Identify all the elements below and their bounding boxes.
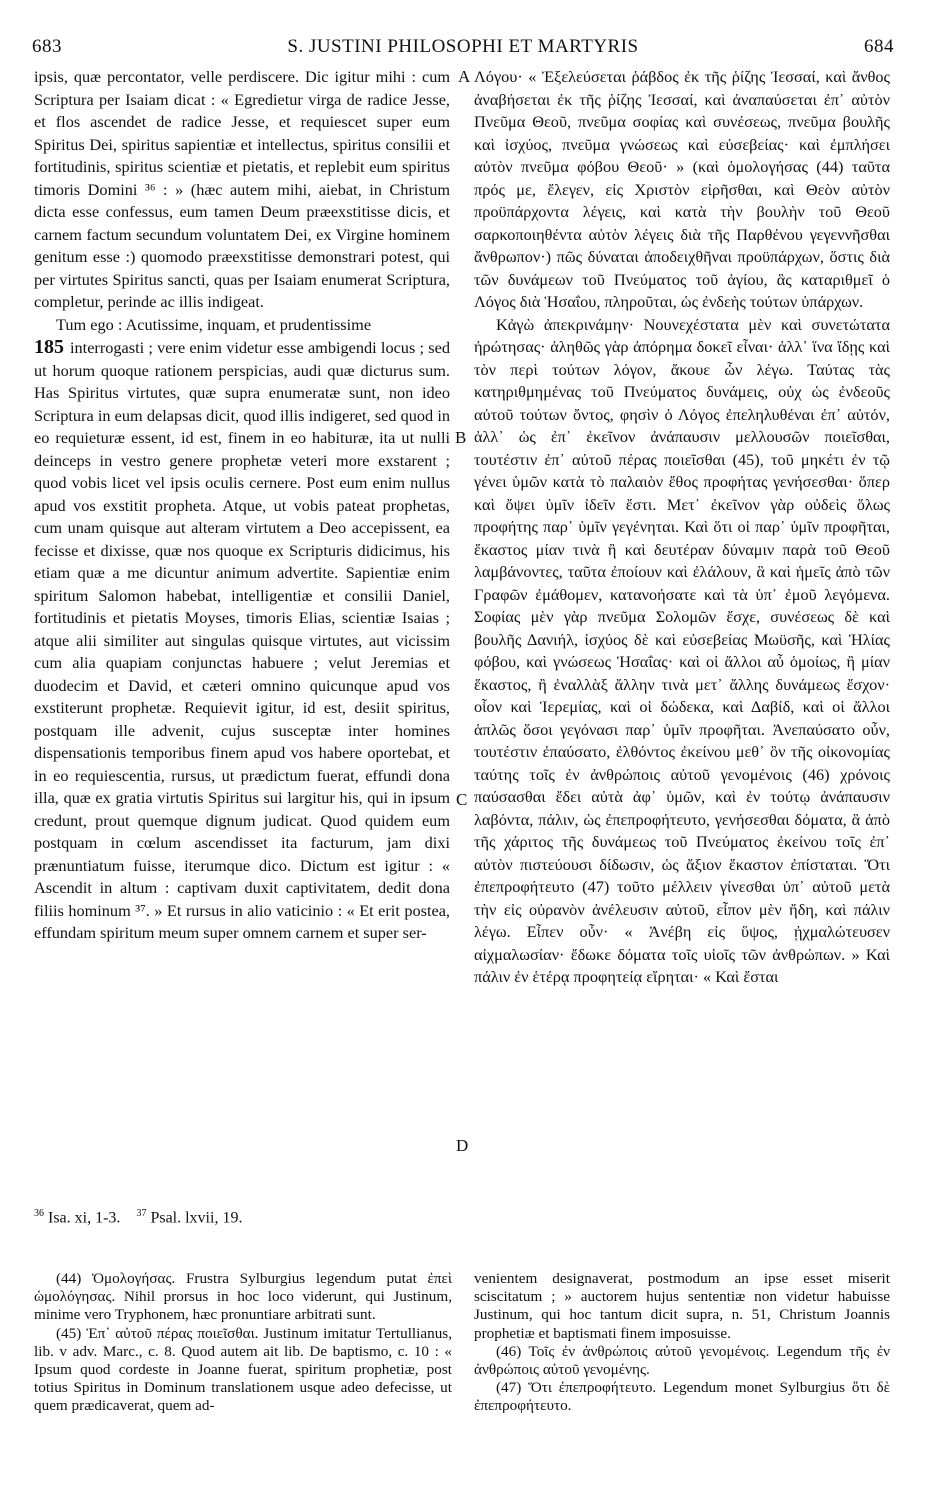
ref-37-text: Psal. lxvii, 19. bbox=[150, 1209, 243, 1227]
greek-paragraph-2: Κἀγὼ ἀπεκρινάμην· Νουνεχέστατα μὲν καὶ συνετώτατα ἠρώτησας· ἀληθῶς γὰρ ἀπόρημα δοκεῖ εἶναι· ἀλλ᾽ ἵνα ἴδῃς καὶ τὸν περὶ τούτων λόγον, ἄκουε ὧν λέγω. Ταύτας τὰς κατηριθμημένας τοῦ Πνεύματος δυνάμεις, οὐχ ὡς ἐνδεοῦς αὐτοῦ τούτων ὄντος, φησὶν ὁ Λόγος ἐπεληλυθέναι ἐπ᾽ αὐτόν, ἀλλ᾽ ὡς ἐπ᾽ ἐκεῖνον ἀνάπαυσιν μελλουσῶν ποιεῖσθαι, τουτέστιν ἐπ᾽ αὐτοῦ πέρας ποιεῖσθαι (45), τοῦ μηκέτι ἐν τῷ γένει ὑμῶν κατὰ τὸ παλαιὸν ἔθος προφήτας γενήσεσθαι· ὅπερ καὶ ὄψει ὑμῖν ἰδεῖν ἔστι. Μετ᾽ ἐκεῖνον γὰρ οὐδεὶς ὅλως προφήτης παρ᾽ ὑμῖν γεγένηται. Καὶ ὅτι οἱ παρ᾽ ὑμῖν προφῆται, ἕκαστος μίαν τινὰ ἢ καὶ δευτέραν δύναμιν παρὰ τοῦ Θεοῦ λαμβάνοντες, ταῦτα ἐποίουν καὶ ἐλάλουν, ἃ καὶ ἡμεῖς ἀπὸ τῶν Γραφῶν ἐμάθομεν, κατανοήσατε καὶ τὰ ὑπ᾽ ἐμοῦ λεγόμενα. Σοφίας μὲν γὰρ πνεῦμα Σολομῶν ἔσχε, συνέσεως δὲ καὶ βουλῆς Δανιήλ, ἰσχύος δὲ καὶ εὐσεβείας Μωϋσῆς, καὶ Ἠλίας φόβου, καὶ γνώσεως Ἡσαΐας· καὶ οἱ ἄλλοι αὖ ὁμοίως, ἢ μίαν ἕκαστος, ἢ ἐναλλὰξ ἄλλην τινὰ μετ᾽ ἄλλης δυνάμεως ἔσχον· οἷον καὶ Ἱερεμίας, καὶ οἱ δώδεκα, καὶ Δαβίδ, καὶ οἱ ἄλλοι ἁπλῶς ὅσοι γεγόνασι παρ᾽ ὑμῖν προφῆται. Ἀνεπαύσατο οὖν, τουτέστιν ἐπαύσατο, ἐλθόντος ἐκείνου μεθ᾽ ὃν τῆς οἰκονομίας ταύτης τοῖς ἐν ἀνθρώποις αὐτοῦ γενομένοις (46) χρόνοις παύσασθαι ἔδει αὐτὰ ἀφ᾽ ὑμῶν, καὶ ἐν τούτῳ ἀνάπαυσιν λαβόντα, πάλιν, ὡς ἐπεπροφήτευτο, γενήσεσθαι δόματα, ἃ ἀπὸ τῆς χάριτος τῆς δυνάμεως τοῦ Πνεύματος ἐκείνου τοῖς ἐπ᾽ αὐτὸν πιστεύουσι δίδωσιν, ὡς ἄξιον ἕκαστον ἐπίσταται. Ὅτι ἐπεπροφήτευτο (47) τοῦτο μέλλειν γίνεσθαι ὑπ᾽ αὐτοῦ μετὰ τὴν εἰς οὐρανὸν ἀνέλευσιν αὐτοῦ, εἶπον μὲν ἤδη, καὶ πάλιν λέγω. Εἶπεν οὖν· « Ἀνέβη εἰς ὕψος, ᾐχμαλώτευσεν αἰχμαλωσίαν· ἔδωκε δόματα τοῖς υἱοῖς τῶν ἀνθρώπων. » Καὶ πάλιν ἐν ἑτέρᾳ προφητείᾳ εἴρηται· « Καὶ ἔσται bbox=[474, 314, 890, 986]
scripture-references bbox=[34, 1208, 454, 1227]
margin-letter-b: B bbox=[455, 428, 467, 447]
margin-letter-d: D bbox=[456, 1136, 469, 1155]
latin-paragraph-1: ipsis, quæ percontator, velle perdiscere. Dic igitur mihi : cum Scriptura per Isaiam dicat : « Egredietur virga de radice Jesse, et flos ascendet de radice Jesse, et requiescet super eum Spiritus Dei, spiritus sapientiæ et intellectus, spiritus consilii et fortitudinis, spiritus scientiæ et pietatis, et replebit eum spiritus timoris Domini ³⁶ : » (hæc autem mihi, aiebat, in Christum dicta esse confessus, eum tamen Deum præexstitisse dicis, et carnem factum secundum voluntatem Dei, ex Virgine hominem genitum esse :) quomodo præexstitisse demonstrari potest, qui per virtutes Spiritus sancti, quas per Isaiam enumerat Scriptura, completur, perinde ac illis indigeat. bbox=[34, 67, 450, 311]
page-number-left: 683 bbox=[32, 36, 62, 57]
greek-column bbox=[474, 66, 890, 989]
ref-36-number: 36 bbox=[34, 1208, 44, 1219]
page-header bbox=[32, 36, 894, 62]
greek-paragraph-1: Λόγου· « Ἐξελεύσεται ῥάβδος ἐκ τῆς ῥίζης Ἰεσσαί, καὶ ἄνθος ἀναβήσεται ἐκ τῆς ῥίζης Ἰεσσαί, καὶ ἀναπαύσεται ἐπ᾽ αὐτὸν Πνεῦμα Θεοῦ, πνεῦμα σοφίας καὶ συνέσεως, πνεῦμα βουλῆς καὶ ἰσχύος, πνεῦμα γνώσεως καὶ εὐσεβείας· καὶ ἐμπλήσει αὐτὸν πνεῦμα φόβου Θεοῦ· » (καὶ ὁμολογήσας (44) ταῦτα πρός με, ἔλεγεν, εἰς Χριστὸν εἰρῆσθαι, καὶ Θεὸν αὐτὸν προϋπάρχοντα λέγεις, καὶ κατὰ τὴν βουλὴν τοῦ Θεοῦ σαρκοποιηθέντα αὐτὸν λέγεις διὰ τῆς Παρθένου γεγεννῆσθαι ἄνθρωπον·) πῶς δύναται ἀποδειχθῆναι προϋπάρχων, ὅστις διὰ τῶν δυνάμεων τοῦ Πνεύματος τοῦ ἁγίου, ἃς καταριθμεῖ ὁ Λόγος διὰ Ἡσαΐου, πληροῦται, ὡς ἐνδεὴς τούτων ὑπάρχων. bbox=[474, 67, 890, 311]
footnote-45-continued: venientem designaverat, postmodum an ipse esset miserit sciscitatum ; » auctorem hujus sententiæ non videtur habuisse Justinum, qui hoc tantum dicit supra, n. 51, Christum Joannis prophetiæ et baptismati finem imposuisse. bbox=[474, 1270, 890, 1342]
edition-page-marker: 185 bbox=[34, 336, 64, 358]
footnote-47: (47) Ὅτι ἐπεπροφήτευτο. Legendum monet Sylburgius ὅτι δὲ ἐπεπροφήτευτο. bbox=[474, 1379, 890, 1415]
latin-column bbox=[34, 66, 450, 945]
running-title: S. JUSTINI PHILOSOPHI ET MARTYRIS bbox=[287, 36, 639, 57]
footnote-46: (46) Τοῖς ἐν ἀνθρώποις αὐτοῦ γενομένοις. Legendum τῆς ἐν ἀνθρώποις αὐτοῦ γενομένης. bbox=[474, 1342, 890, 1379]
footnote-44: (44) Ὁμολογήσας. Frustra Sylburgius legendum putat ἐπεὶ ὡμολόγησας. Nihil prorsus in hoc loco viderunt, qui Justinum, minime vero Tryphonem, hæc pronuntiare arbitrati sunt. bbox=[34, 1270, 452, 1324]
footnotes-right-column bbox=[474, 1270, 890, 1416]
footnote-45: (45) Ἐπ᾽ αὐτοῦ πέρας ποιεῖσθαι. Justinum imitatur Tertullianus, lib. v adv. Marc., c. 8. Quod autem ait lib. De baptismo, c. 10 : « Ipsum quod cordeste in Joanne fuerat, spiritum prophetiæ, post totius Spiritus in Dominum translationem usque adeo defecisse, ut quem prædicaverat, quem ad- bbox=[34, 1324, 452, 1415]
footnotes-left-column bbox=[34, 1270, 452, 1416]
page-number-right: 684 bbox=[864, 36, 894, 57]
ref-37-number: 37 bbox=[136, 1208, 147, 1219]
latin-paragraph-2-lead: Tum ego : Acutissime, inquam, et prudentissime bbox=[56, 314, 372, 334]
latin-paragraph-2 bbox=[34, 336, 450, 945]
margin-letter-c: C bbox=[456, 790, 468, 809]
ref-36-text: Isa. xi, 1-3. bbox=[48, 1209, 121, 1227]
latin-paragraph-2-text: interrogasti ; vere enim videtur esse ambigendi locus ; sed ut horum quoque rationem perspicias, audi quæ dicturus sum. Has Spiritus virtutes, quæ supra enumeratæ sunt, non ideo Scriptura in eum delapsas dicit, quod illis indigeret, sed quod in eo requieturæ essent, id est, finem in eo habituræ, ita ut nulli deinceps in vestro genere prophetæ veteri more exstarent ; quod vobis licet vel ipsis oculis cernere. Post eum enim nullus apud vos exstitit propheta. Atque, ut vobis pateat prophetas, cum unam quisque aut alteram virtutem a Deo accepissent, ea fecisse et dixisse, quæ nos quoque ex Scripturis didicimus, his etiam quæ a me dicuntur animum advertite. Sapientiæ enim spiritum Salomon habebat, intelligentiæ et consilii Daniel, fortitudinis et pietatis Moyses, timoris Elias, scientiæ Isaias ; atque alii similiter aut singulas quisque virtutes, aut vicissim cum alia quapiam conjunctas habuere ; velut Jeremias et duodecim et David, et cæteri omnino quicunque apud vos exstiterunt prophetæ. Requievit igitur, id est, desiit spiritus, postquam ille advenit, cujus susceptæ inter homines dispensationis temporibus finem apud vos habere oportebat, et in eo requiescentia, rursus, ut prædictum fuerat, effundi dona illa, quæ ex gratia virtutis Spiritus sui largitur his, qui in ipsum credunt, prout quemque dignum judicat. Quod quidem eum postquam in cœlum ascendisset ita facturum, jam dixi prænuntiatum fuisse, iterumque dico. Dictum est igitur : « Ascendit in altum : captivam duxit captivitatem, dedit dona filiis hominum ³⁷. » Et rursus in alio vaticinio : « Et erit postea, effundam spiritum meum super omnem carnem et super ser- bbox=[34, 338, 450, 942]
margin-letter-a: A bbox=[458, 67, 471, 86]
